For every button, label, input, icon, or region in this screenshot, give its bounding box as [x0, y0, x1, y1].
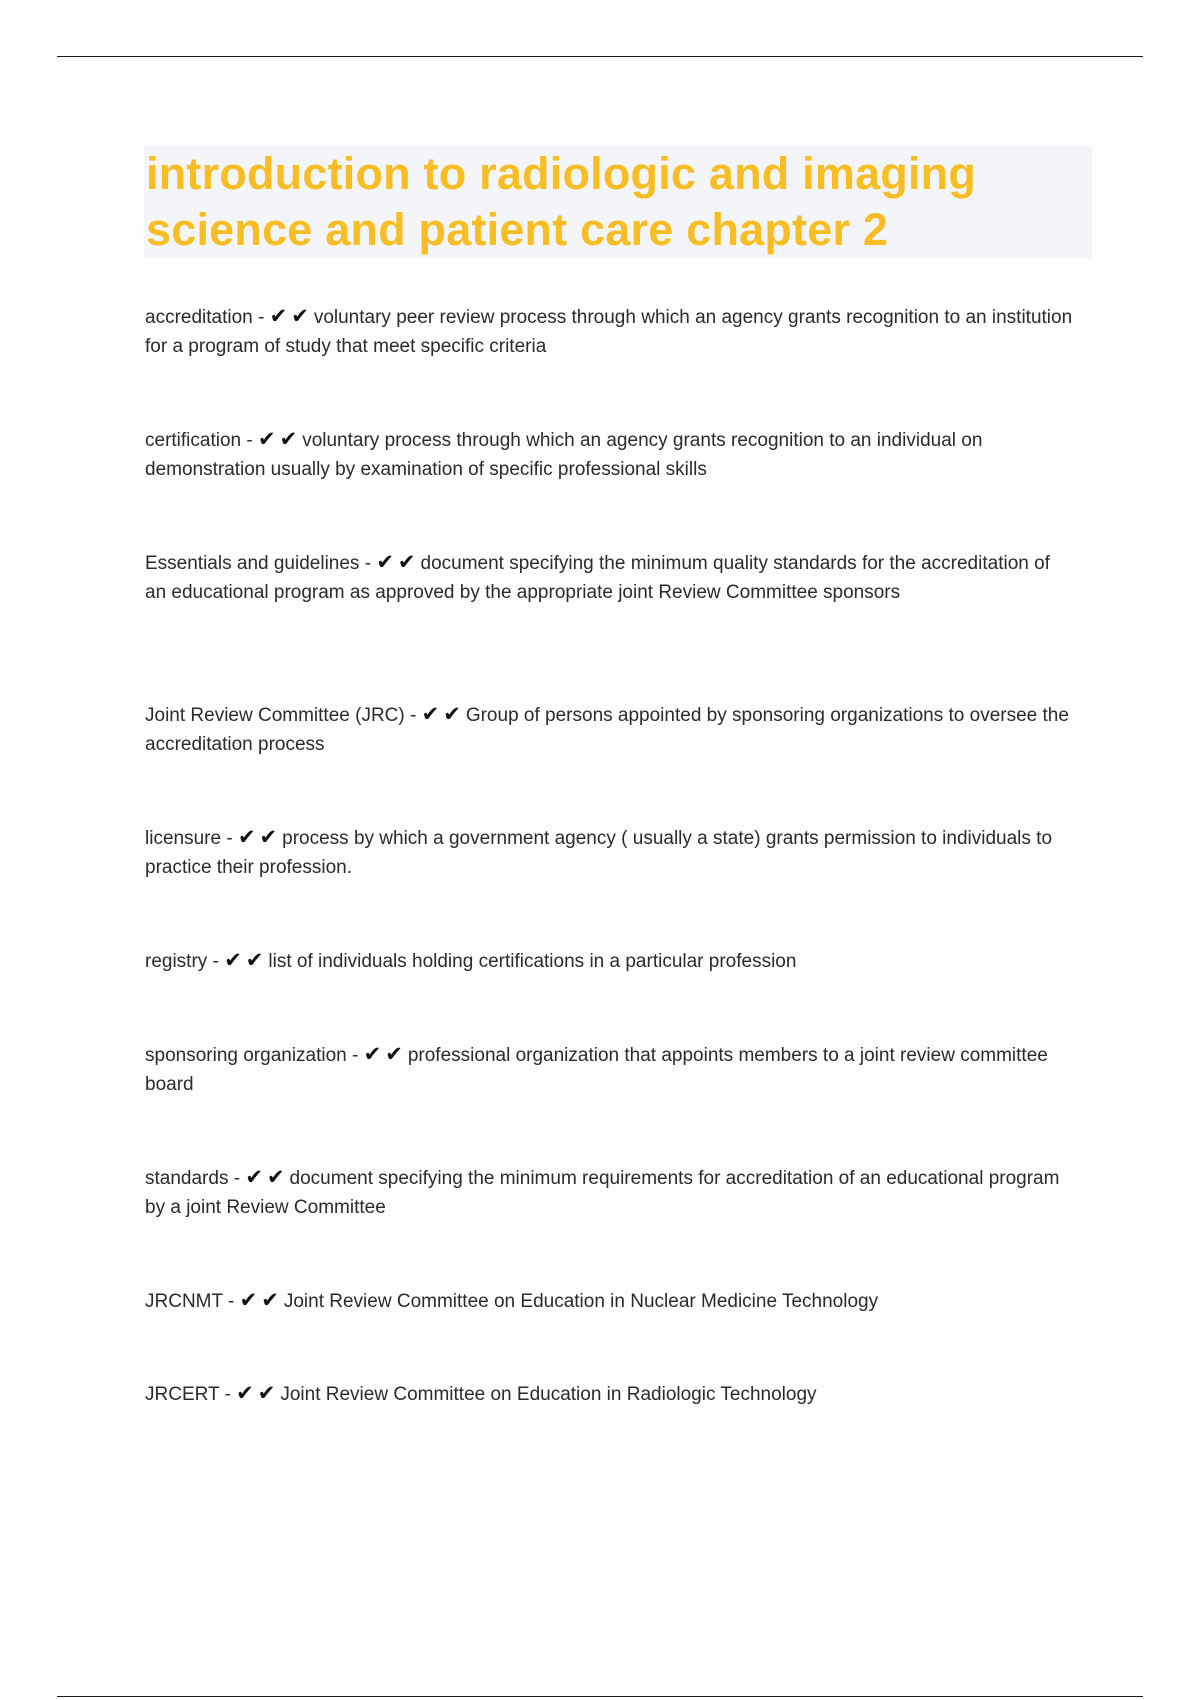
top-rule: [57, 56, 1143, 57]
entry-separator: -: [228, 1168, 246, 1189]
entry-term: registry: [145, 951, 208, 972]
entry-separator: -: [404, 705, 422, 726]
entry-registry: [145, 946, 1075, 976]
entry-standards: [145, 1163, 1075, 1222]
entry-term: standards: [145, 1168, 229, 1189]
entry-separator: -: [222, 1291, 240, 1312]
entry-separator: -: [359, 553, 377, 574]
bottom-rule: [57, 1696, 1143, 1697]
entry-term: sponsoring organization: [145, 1045, 347, 1066]
entry-separator: -: [221, 828, 238, 849]
double-check-icon: ✔✔: [258, 427, 302, 451]
entry-definition: Joint Review Committee on Education in Radiologic Technology: [280, 1384, 817, 1405]
entry-term: Joint Review Committee (JRC): [145, 705, 405, 726]
entry-certification: [145, 425, 1075, 484]
entry-term: JRCERT: [145, 1384, 220, 1405]
entry-licensure: [145, 823, 1075, 882]
entry-definition: document specifying the minimum quality standards for the accreditation of an educational program as approved by the appropriate joint Review Committee sponsors: [145, 553, 1050, 603]
entry-joint-review-committee: [145, 700, 1075, 759]
entry-separator: -: [219, 1384, 237, 1405]
entry-definition: Group of persons appointed by sponsoring organizations to oversee the accreditation process: [145, 705, 1069, 755]
double-check-icon: ✔✔: [237, 825, 282, 849]
entry-term: accreditation: [145, 307, 253, 328]
double-check-icon: ✔✔: [269, 304, 313, 328]
double-check-icon: ✔✔: [376, 550, 420, 574]
entry-definition: list of individuals holding certifications in a particular profession: [268, 951, 797, 972]
entry-definition: voluntary process through which an agency grants recognition to an individual on demonstration usually by examination of specific professional skills: [145, 430, 983, 480]
entry-definition: Joint Review Committee on Education in Nuclear Medicine Technology: [283, 1291, 879, 1312]
entry-definition: professional organization that appoints members to a joint review committee board: [145, 1045, 1048, 1095]
double-check-icon: ✔✔: [245, 1165, 289, 1189]
entry-sponsoring-organization: [145, 1040, 1075, 1099]
entry-definition: process by which a government agency ( usually a state) grants permission to individuals to practice their profession.: [145, 828, 1053, 878]
entry-term: certification: [145, 430, 242, 451]
double-check-icon: ✔✔: [236, 1381, 280, 1405]
entry-jrcnmt: [145, 1286, 1075, 1316]
entry-essentials-and-guidelines: [145, 548, 1075, 607]
double-check-icon: ✔✔: [421, 702, 465, 726]
entry-definition: voluntary peer review process through which an agency grants recognition to an institution for a program of study that meet specific criteria: [145, 307, 1073, 357]
entry-accreditation: [145, 302, 1075, 361]
double-check-icon: ✔✔: [239, 1288, 283, 1312]
entry-separator: -: [207, 951, 225, 972]
entry-term: licensure: [145, 828, 222, 849]
entry-separator: -: [241, 430, 258, 451]
document-title: introduction to radiologic and imaging science and patient care chapter 2: [146, 148, 977, 255]
entry-separator: -: [346, 1045, 364, 1066]
double-check-icon: ✔✔: [224, 948, 268, 972]
entry-separator: -: [252, 307, 270, 328]
entry-definition: document specifying the minimum requirements for accreditation of an educational program by a joint Review Committee: [145, 1168, 1060, 1218]
title-block: [144, 146, 1092, 258]
entry-term: JRCNMT: [145, 1291, 223, 1312]
double-check-icon: ✔✔: [363, 1042, 407, 1066]
entry-jrcert: [145, 1379, 1075, 1409]
entry-term: Essentials and guidelines: [145, 553, 360, 574]
